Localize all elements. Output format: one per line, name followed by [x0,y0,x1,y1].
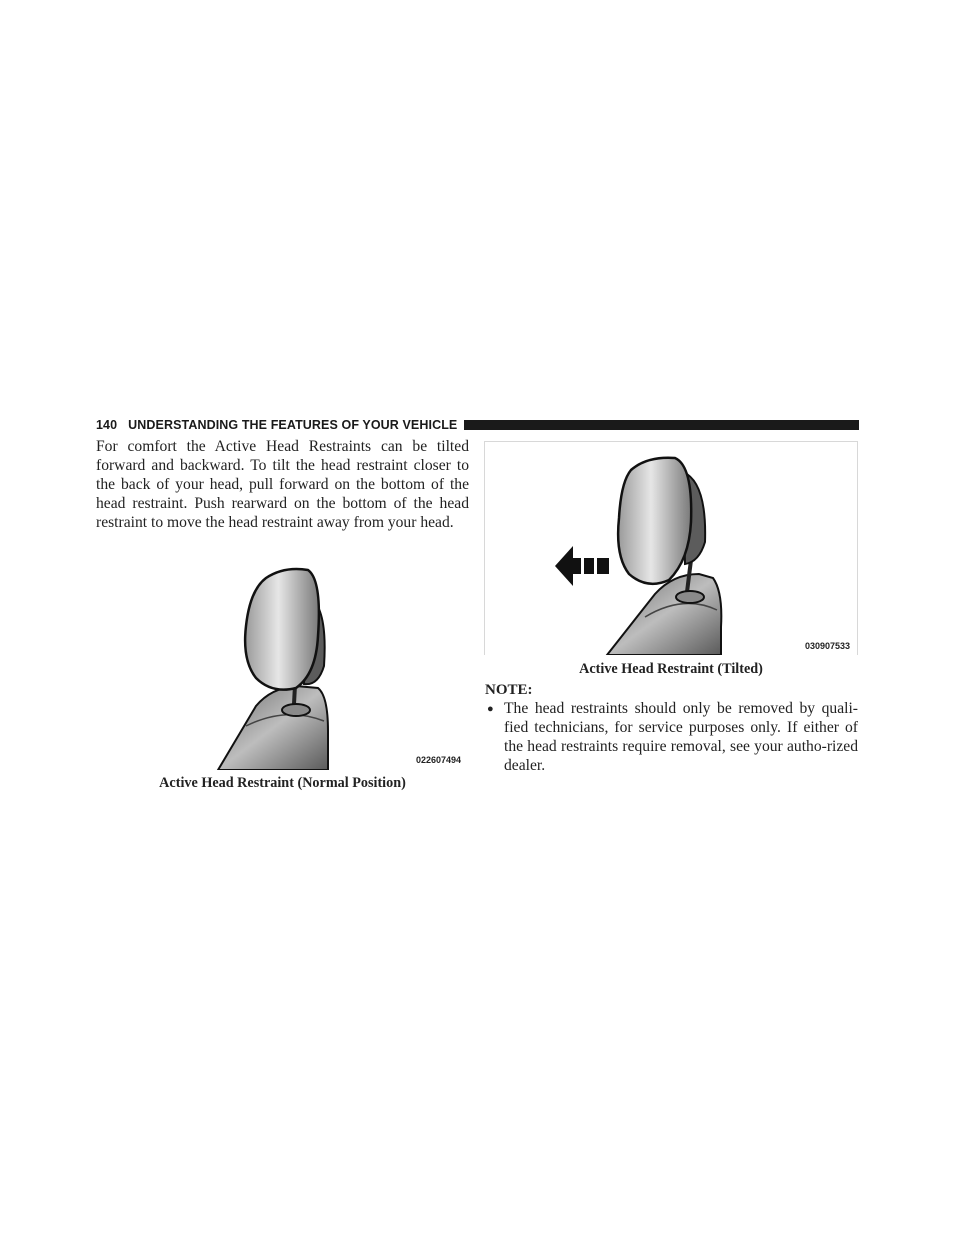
figure-head-restraint-tilted [484,441,858,655]
figure-code-normal: 022607494 [416,755,462,765]
head-restraint-normal-illustration [96,556,469,770]
figure-head-restraint-normal [96,556,469,770]
note-label: NOTE: [485,682,533,698]
body-paragraph: For comfort the Active Head Restraints can be tilted forward and backward. To tilt the head restraint closer to the back of your head, pull forward on the bottom of the head restraint. Push rearward on the bottom of the head restraint to move the head restraint away from your head. [96,438,469,531]
caption-tilted: Active Head Restraint (Tilted) [579,661,763,677]
head-restraint-tilted-illustration [485,442,857,655]
header-rule [464,420,859,430]
list-item [485,700,858,776]
page-number: 140 [96,418,118,432]
note-list [485,700,858,776]
page-header [96,416,859,434]
arrow-left-icon [555,546,609,586]
figure-code-tilted: 030907533 [805,641,851,651]
note-text: The head restraints should only be removed by quali-fied technicians, for service purposes only. If either of the head restraints require removal, see your autho-rized dealer. [504,700,858,774]
caption-normal: Active Head Restraint (Normal Position) [159,775,406,791]
section-title: UNDERSTANDING THE FEATURES OF YOUR VEHICLE [128,418,458,432]
bullet-icon: ● [487,703,494,715]
